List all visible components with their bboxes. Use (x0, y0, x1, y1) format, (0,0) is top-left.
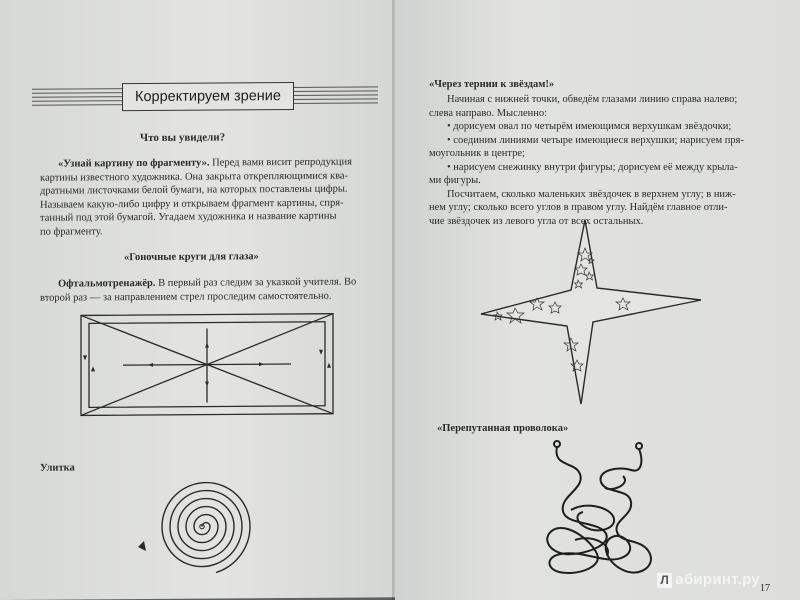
fragment-line: Перед вами висит репродукция (212, 156, 352, 169)
stars-line: • соединим линиями четыре имеющиеся верхушки; нарисуем пря- (447, 134, 744, 146)
spiral-snail-figure (138, 468, 268, 599)
stars-line: • нарисуем снежинку внутри фигуры; дорисуем её между крыла- (447, 161, 738, 173)
stars-line: чие звёздочек из левого угла от всех остальных. (429, 215, 644, 227)
left-page (0, 0, 398, 600)
stars-paragraph (429, 93, 769, 228)
stars-line: • дорисуем овал по четырём имеющимся верхушкам звёздочки; (447, 121, 732, 132)
watermark-text: абиринт.ру (675, 571, 760, 588)
four-point-star-figure (475, 218, 705, 408)
chapter-title-band (32, 75, 378, 117)
stars-line: Начиная с нижней точки, обведём глазами линию справа налево; (447, 94, 738, 105)
section-heading: Что вы увидели? (140, 131, 226, 145)
watermark (657, 571, 760, 588)
fragment-line: картины известного художника. Она закрыта открепляющимися ква- (40, 170, 349, 184)
watermark-badge: Л (657, 573, 672, 588)
trainer-paragraph (40, 275, 370, 304)
fragment-paragraph (40, 155, 370, 238)
trainer-title: Офтальмотренажёр. (58, 277, 156, 290)
chapter-title: Корректируем зрение (122, 82, 294, 111)
stars-line: нем углу; сколько всего углов в правом углу. Найдём главное отли- (429, 202, 728, 213)
fragment-line: дратными листочками белой бумаги, на которых поставлены цифры. (40, 183, 348, 197)
stars-line: моугольник в центре; (429, 148, 525, 159)
tangled-wire-figure (535, 436, 675, 586)
stars-line: ми фигуры. (429, 175, 481, 186)
snail-title: Улитка (40, 462, 75, 474)
trainer-line: В первый раз следим за указкой учителя. Во (158, 276, 357, 289)
page-number: 17 (760, 583, 770, 594)
eye-trainer-figure (78, 310, 338, 422)
fragment-line: по фрагменту. (40, 225, 103, 238)
stars-line: Посчитаем, сколько маленьких звёздочек в верхнем углу; в ниж- (447, 188, 736, 200)
fragment-line: танный под этой бумагой. Угадаем художника и название картины (40, 210, 337, 224)
right-page (395, 0, 800, 600)
trainer-line: второй раз — за направлением стрел проследим самостоятельно. (40, 290, 332, 304)
stars-heading: «Через тернии к звёздам!» (429, 79, 555, 90)
wire-heading: «Перепутанная проволока» (437, 423, 569, 434)
stars-line: слева направо. Мысленно: (429, 107, 548, 119)
circles-heading: «Гоночные круги для глаза» (124, 251, 259, 264)
fragment-line: Называем какую-либо цифру и открываем фрагмент картины, спря- (40, 197, 344, 211)
fragment-title: «Узнай картину по фрагменту». (58, 157, 210, 170)
